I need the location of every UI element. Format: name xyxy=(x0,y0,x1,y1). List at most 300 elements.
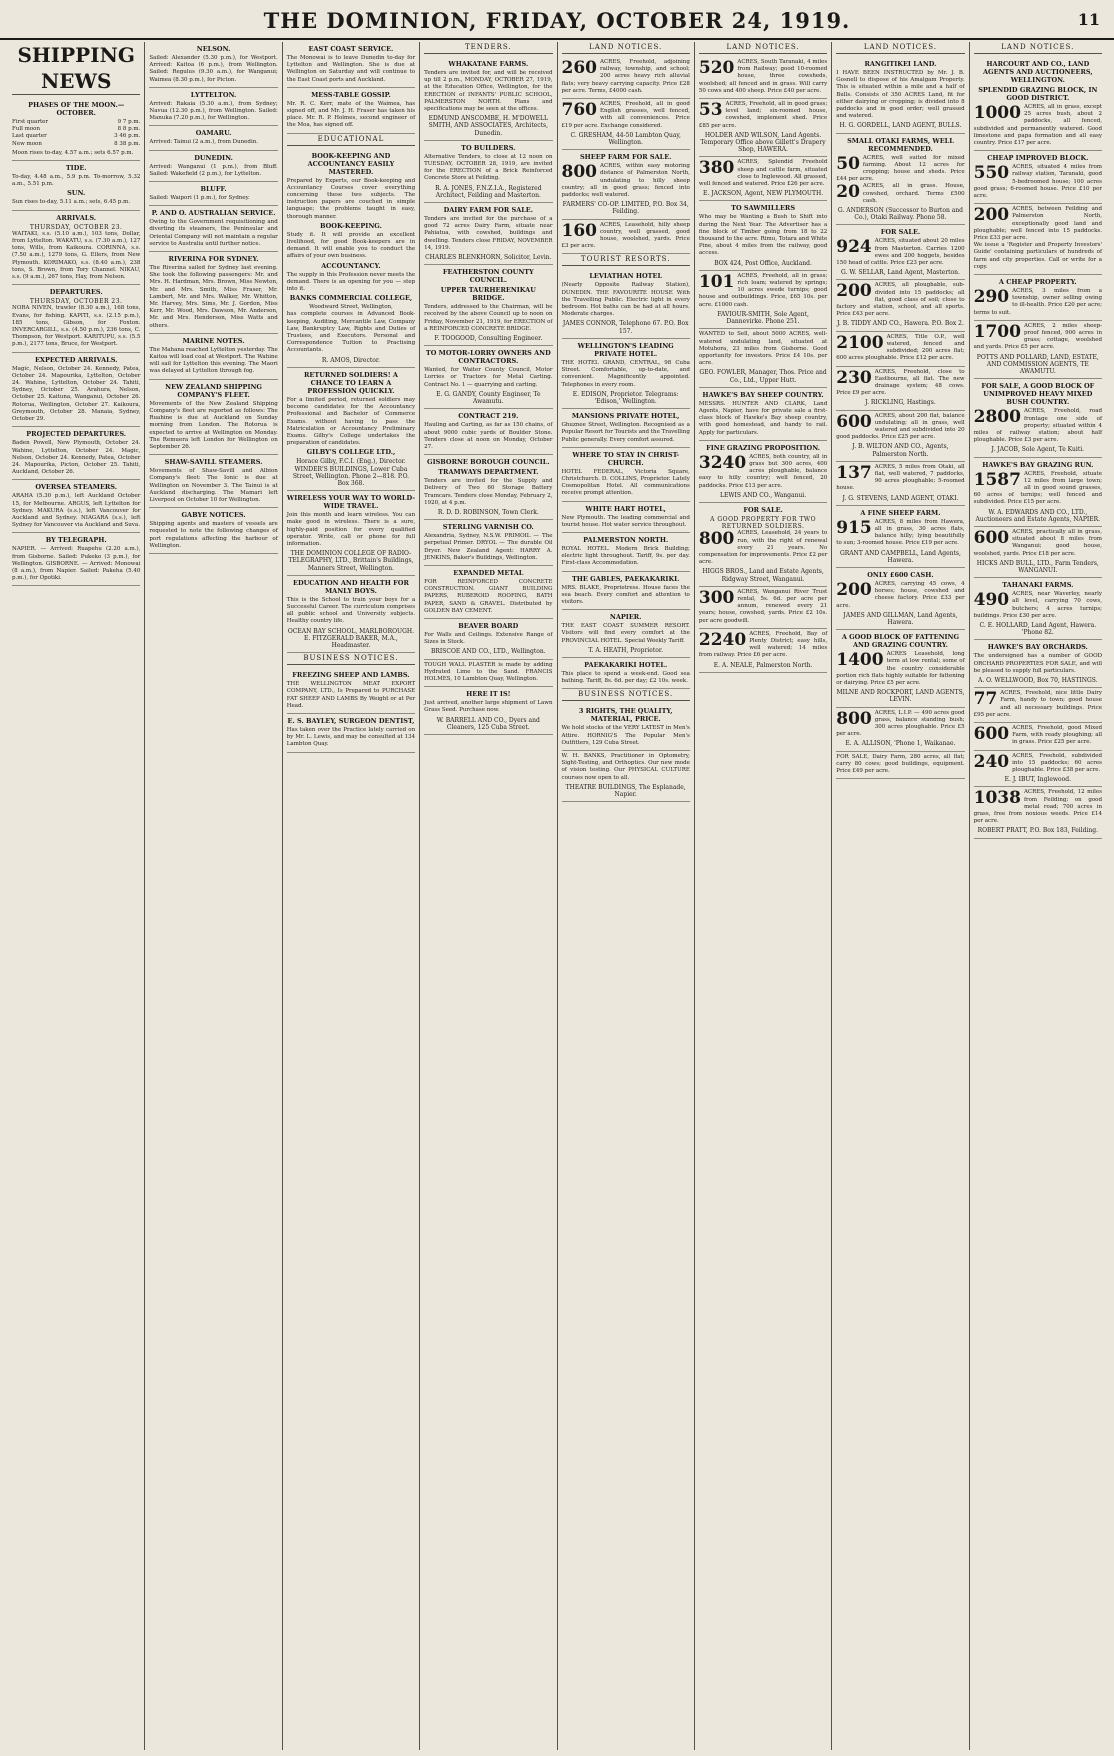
banks-signature: R. AMOS, Director. xyxy=(321,356,380,364)
land-ad xyxy=(836,367,964,411)
land-ad-text: ACRES, Leasehold, hilly sheep country, well grassed, good house, woolshed, yards. Price £3 per acre. xyxy=(561,221,690,250)
returned-title: RETURNED SOLDIERS! A CHANCE TO LEARN A PROFESSION QUICKLY. xyxy=(304,370,398,395)
land-ad-text: ACRES, Freehold, 12 miles from Feilding; on good metal road; 700 acres in grass, free from noxious weeds. Price £14 per acre. xyxy=(973,789,1102,825)
acreage: 1587 xyxy=(973,469,1021,490)
land-notices-heading: LAND NOTICES. xyxy=(699,42,827,54)
builders-title: TO BUILDERS. xyxy=(461,143,516,152)
expected-arrivals xyxy=(12,353,140,428)
whitehart-title: WHITE HART HOTEL, xyxy=(585,504,666,513)
freezing-text: THE WELLINGTON MEAT EXPORT COMPANY, LTD., Is Prepared to PURCHASE FAT SHEEP AND LAMBS By Weight or at Per Head. xyxy=(286,681,416,709)
land-ad xyxy=(974,527,1102,578)
nelson-report xyxy=(149,42,277,88)
land-ad-text: ACRES, Freehold, road frontage one side of property; situated within 4 miles of railway station; about half ploughable. Price £3 per acre. xyxy=(973,408,1102,444)
telegraph-title: BY TELEGRAPH. xyxy=(45,536,107,545)
napier-title: NAPIER. xyxy=(609,613,642,622)
orchards-signature: A. O. WELLWOOD, Box 70, HASTINGS. xyxy=(978,676,1098,684)
metal-text: FOR REINFORCED CONCRETE CONSTRUCTION. GIANT BUILDING PAPERS, RUBEROID ROOFING, BATH PAPER, SAND & GRAVEL. Distributed by GOLDEN BAY CEMENT. xyxy=(424,578,553,614)
whitehart-text: New Plymouth. The leading commercial and tourist house. Hot water service throughout. xyxy=(561,514,690,528)
arrivals-title: ARRIVALS. xyxy=(56,213,97,222)
wireless-text: Join this month and learn wireless. You can make good in wireless. There is a sure, highly-paid position for every qualified operator. Write, call or phone for full information. xyxy=(286,512,416,547)
land-ad-text: ACRES, carrying 45 cows, 4 horses; house, cowshed and cheese factory. Price £33 per acre. xyxy=(836,580,965,609)
rights-text: We hold stocks of the VERY LATEST in Men's Attire. HORNIG'S The Popular Men's Outfitters, 129 Cuba Street. xyxy=(561,725,690,746)
accountancy-title: ACCOUNTANCY. xyxy=(321,261,381,270)
land-ad-text: ACRES, situated 4 miles from railway station, Taranaki, good 5-bedroomed house; 100 acres good grass; 6-roomed house. Price £10 per acre. xyxy=(973,164,1102,200)
acreage: 550 xyxy=(973,163,1010,184)
land-ad-text: ACRES, Freehold, all in grass; rich loam; watered by springs; 10 acres swede turnips; good house and outbuildings. Price, £65 10s. per acre. £1000 cash. xyxy=(698,272,828,308)
land-ad-text: ACRES, Freehold, Bay of Plenty District; easy hills, well watered; 14 miles from railway. Price £6 per acre. xyxy=(698,630,828,659)
marine-text: The Mahana reached Lyttelton yesterday. The Kaitoa will load coal at Westport. The Wahine will sail for Lyttelton this evening. The Maori was delayed at Lyttelton through fog. xyxy=(149,346,278,375)
acreage: 300 xyxy=(698,587,735,608)
fine-signature: LEWIS AND CO., Wanganui. xyxy=(719,491,807,499)
land-ad-text: ACRES, 8 miles from Hawera, all in grass, 30 acres flats, balance hilly; lying beautifully to sun; 3-roomed house. Price £19 per acre. xyxy=(836,518,965,547)
ad11-title: A GOOD BLOCK OF FATTENING AND GRAZING COUNTRY. xyxy=(841,633,960,650)
contract-text: Hauling and Carting, as far as 150 chains, of about 9000 cubic yards of Boulder Stone. Tenders close at noon on Monday, October 27. xyxy=(424,422,553,450)
paekakariki-title: PAEKAKARIKI HOTEL. xyxy=(584,660,668,669)
arrivals-date: THURSDAY, OCTOBER 23. xyxy=(29,223,123,231)
heretis-signature: W. BARRELL AND CO., Dyers and Cleaners, 125 Cuba Street. xyxy=(436,716,540,731)
column-tenders xyxy=(420,42,557,1750)
land-ad-text: ACRES, Freehold, good Mixed Farm, with ready ploughing; all in grass. Price £25 per acre. xyxy=(1012,725,1102,746)
splendid-title: SPLENDID GRAZING BLOCK, IN GOOD DISTRICT. xyxy=(978,86,1098,102)
acreage: 800 xyxy=(698,529,735,550)
land-ad-text: ACRES, Freehold, adjoining railway, township, and school; 200 acres heavy rich alluvial flats; very heavy carrying capacity. Price £28 per acre. Terms, £4000 cash. xyxy=(561,59,690,94)
bridge-signature: F. TOOGOOD, Consulting Engineer. xyxy=(434,335,543,343)
arrivals-text: WAITAKI, s.s. (5.10 a.m.), 103 tons, Dollar, from Lyttelton. WAKATU, s.s. (7.30 a.m.), 127 tons, Wills, from Kaikoura. CORINNA, s.s. (7.50 a.m.), 1279 tons, G. Ellers, from New Plymouth. KORIMAKO, s.s. (8.40 a.m.), 238 tons, S. Brown, from Tory Channel. NIKAU, s.s. (9 a.m.), 267 tons, Hay, from Nelson. xyxy=(12,230,141,281)
otaki2-text: ACRES, all in grass. House, cowshed, orchard. Terms £500 cash. xyxy=(862,183,965,204)
land-ad xyxy=(562,57,690,99)
tide-title: TIDE. xyxy=(65,164,87,173)
bookkeeping-text: Prepared by Experts, our Book-keeping and Accountancy Courses cover everything concerning these two subjects. The instruction papers are couched in simple language; the problems taught in easy, thorough manner. xyxy=(286,177,416,220)
tramways-tender xyxy=(424,455,552,520)
acreage: 260 xyxy=(561,58,597,78)
bridge-text: Tenders, addressed to the Chairman, will be received by the above Council up to noon on Friday, November 21, 1919, for ERECTION of a REINFORCED CONCRETE BRIDGE. xyxy=(424,304,553,332)
by-telegraph xyxy=(12,533,140,586)
land-ad-signature: J. RICKLING, Hastings. xyxy=(865,399,936,407)
messtable-title: MESS-TABLE GOSSIP. xyxy=(311,90,391,99)
moon-row xyxy=(12,141,140,148)
acreage: 200 xyxy=(836,579,872,600)
here-it-is-ad xyxy=(424,687,552,735)
column-land-notices-2 xyxy=(695,42,832,1750)
bookkeeping2-title: BOOK-KEEPING. xyxy=(320,221,382,230)
palmerston-title: PALMERSTON NORTH. xyxy=(583,535,669,544)
beaver-board-ad xyxy=(424,619,552,660)
land-ad-text: ACRES, Wanganui River Trust rental, 5s. 6d. per acre per annum, renewed every 21 years; house, cowshed, yards. Price £2 10s. per acre goodwill. xyxy=(698,588,828,624)
grazing-proposition-ad xyxy=(699,441,827,503)
land-ad-signature: C. E. HOLLARD, Land Agent, Hawera. 'Phone 82. xyxy=(979,621,1097,637)
land-ad-text: ACRES, between Feilding and Palmerston North, exceptionally good land and ploughable; well fenced into 15 paddocks. Price £33 per acre. xyxy=(973,206,1102,242)
freezing-title: FREEZING SHEEP AND LAMBS. xyxy=(292,671,410,680)
otaki-farms-ad xyxy=(836,134,964,226)
orchards-ad xyxy=(974,640,1102,688)
gisborne-title: GISBORNE BOROUGH COUNCIL. xyxy=(427,458,550,467)
land-ad-signature: HOLDER AND WILSON, Land Agents. Temporary Office above Gillett's Drapery Shop, HAWERA. xyxy=(700,131,826,154)
napier-text: THE EAST COAST SUMMER RESORT. Visitors will find every comfort at the PROVINCIAL HOTEL. Special Weekly Tariff. xyxy=(561,623,690,644)
paekakariki-hotel-ad xyxy=(562,658,690,689)
land-notices-heading: LAND NOTICES. xyxy=(974,42,1102,54)
rangitikei-signature: H. G. GORDELL, LAND AGENT, BULLS. xyxy=(839,122,962,130)
projected-text: Baden Powell, New Plymouth, October 24. Wahine, Lyttelton, October 24. Magic, Nelson, October 24. Kennedy, Patea, October 24. Mapourika, Picton, October 25. Tahiti, Auckland, October 26. xyxy=(12,440,141,476)
land-ad-text: ACRES, near Waverley, nearly all level, carrying 70 cows, butchers; 4 acres turnips; buildings. Price £30 per acre. xyxy=(973,591,1102,619)
land-ad-text: ACRES, all ploughable, sub-divided into 15 paddocks; all flat, good class of soil; close to factory and station, school, and all sports. Price £43 per acre. xyxy=(836,282,965,318)
po-text: Owing to the Government requisitioning and diverting its steamers, the Peninsular and Oriental Company will not maintain a regular service to Australia until further notice. xyxy=(149,219,278,247)
cash-ad xyxy=(836,568,964,630)
gabye-text: Shipping agents and masters of vessels are requested to note the following changes of port regulations affecting the harbour of Wellington. xyxy=(149,521,278,549)
bookkeeping-ad xyxy=(287,149,415,368)
rangitikei-title: RANGITIKEI LAND. xyxy=(864,60,937,68)
hotel2-signature: E. EDISON, Proprietor. Telegrams: 'Edison,' Wellington. xyxy=(572,390,679,405)
varnish-text: Alexandria, Sydney, N.S.W. PRIMOIL — The perpetual Primer. DRYOL — The durable Oil Dryer. New Zealand Agent: HARRY A. JENKINS, Baker's Buildings, Wellington. xyxy=(424,533,553,561)
acreage: 200 xyxy=(973,205,1010,226)
land-ad-text: ACRES, Splendid Freehold sheep and cattle farm, situated close to Inglewood. All grassed, well fenced and watered. Price £26 per acre. xyxy=(698,159,828,188)
bookkeeping2-text: Study it. It will provide an excellent livelihood, for good Book-keepers are in demand. It will enable you to conduct the affairs of your own business. xyxy=(286,231,416,260)
fine-title: FINE GRAZING PROPOSITION. xyxy=(706,443,821,452)
moon-note: Moon rises to-day, 4.57 a.m.; sets 6.57 p.m. xyxy=(12,149,134,156)
moon-table xyxy=(12,119,140,148)
hawkes-text: MESSRS. HUNTER AND CLARK, Land Agents, Napier, have for private sale a first-class block of Hawke's Bay sheep country, with good homestead, and handy to rail. Apply for particulars. xyxy=(698,400,828,436)
acreage: 230 xyxy=(836,367,872,388)
tender1-signature: EDMUND ANSCOMBE, H. M'DOWELL SMITH, AND ASSOCIATES, Architects, Dunedin. xyxy=(428,115,549,137)
tahanaki-farms-ad xyxy=(974,578,1102,640)
land-ad-signature: HICKS AND BULL, LTD., Farm Tenders, WANGANUI. xyxy=(976,559,1099,574)
sun-title: SUN. xyxy=(67,189,86,198)
land-ad xyxy=(562,220,690,255)
moon-value: 8 38 p.m. xyxy=(114,140,141,147)
dunedin-title: DUNEDIN. xyxy=(194,153,233,162)
acreage: 2240 xyxy=(698,629,747,650)
moon-row xyxy=(12,126,140,133)
dairy-farm-tender xyxy=(424,203,552,265)
bluff-report xyxy=(149,182,277,206)
theatre-text: W. H. BANKS, Practitioner in Optometry, Sight-Testing, and Orthoptics. Our new mode of vision testing. Our PHYSICAL CULTURE courses now open to all. xyxy=(561,752,690,781)
land-ad-text: ACRES, about 200 flat, balance undulating; all in grass, well watered and subdivided into 20 good paddocks. Price £25 per acre. xyxy=(836,412,965,441)
dairy-text: Tenders are invited for the purchase of a good 72 acres Dairy Farm, situate near Pahiatua, with cowshed, buildings and dwelling. Tenders close FRIDAY, NOVEMBER 14, 1919. xyxy=(424,216,553,251)
theatre-signature: THEATRE BUILDINGS, The Esplanade, Napier. xyxy=(565,783,686,798)
land-ad-text: ACRES, 2 miles sheep-proof fenced, 900 acres in grass; cottage, woolshed and yards. Price £5 per acre. xyxy=(973,322,1102,351)
christchurch-title: WHERE TO STAY IN CHRIST-CHURCH. xyxy=(572,450,680,467)
dairy-title: DAIRY FARM FOR SALE. xyxy=(443,206,534,215)
moon-row xyxy=(12,119,140,126)
land-ad-text: ACRES, Leasehold, 24 years to run, with the right of renewal every 21 years. No compensation for improvements. Price £2 per acre. xyxy=(698,530,828,566)
land-notices-heading: LAND NOTICES. xyxy=(836,42,964,54)
riverina-text: The Riverina sailed for Sydney last evening. She took the following passengers: Mr. and Mrs. H. Hardman, Mrs. Brown, Miss Newton, Mr. and Mrs. Smith, Miss Fraser, Mr. Lambert, Mr. and Mrs. Walker, Mr. Whitton, Mr. Harvey, Mrs. Sims, Mr. J. Gordon, Miss Kerr, Mr. Wood, Mrs. Dawson, Mr. Anderson, Mr. and Mrs. Henderson, Miss Watts and others. xyxy=(149,265,278,329)
rangitikei-text: I HAVE BEEN INSTRUCTED by Mr. J. B. Gosnell to dispose of his Amalgam Property. This is situated within a mile and a half of Bulls. Consists of 350 ACRES Land, fit for either dairying or cropping; is divided into 8 paddocks and in good order; well grassed and watered. xyxy=(836,70,965,120)
wireless-title: WIRELESS YOUR WAY TO WORLD-WIDE TRAVEL. xyxy=(286,494,415,511)
business-notices-heading: BUSINESS NOTICES. xyxy=(287,653,415,665)
sawmill-text: Who may be Wanting a Bush to Shift into during the Next Year. The Advertiser has a fine block of Timber going from 18 to 22 thousand to the acre. Rimu, Totara and White Pine, about 4 miles from the railway, good access. xyxy=(698,214,828,257)
grazing-run-ad xyxy=(974,458,1102,527)
educational-heading: EDUCATIONAL xyxy=(287,134,415,146)
hotel2-text: THE HOTEL GRAND, CENTRAL, 98 Cuba Street. Comfortable, up-to-date, and convenient. Magnificently appointed. Telephones in every room. xyxy=(561,359,690,388)
bridge-tender xyxy=(424,265,552,346)
land-ad-text: ACRES Leasehold, long term at low rental; some of the country considerable portion rich flats highly suitable for fattening or dairying. Price £5 per acre. xyxy=(836,651,965,686)
dentist-ad xyxy=(287,714,415,753)
lyttelton-text: Arrived: Rakaia (5.30 a.m.), from Sydney; Navua (12.30 p.m.), from Wellington. Sailed: Manuka (7.20 p.m.), for Wellington. xyxy=(149,100,278,122)
cash-title: ONLY £600 CASH. xyxy=(867,570,934,579)
land-ad-signature: JAMES AND GILLMAN, Land Agents, Hawera. xyxy=(843,611,958,626)
land-ad xyxy=(699,57,827,99)
land-ad-signature: GEO. FOWLER, Manager, Thos. Price and Co., Ltd., Upper Hutt. xyxy=(699,369,827,384)
tahanaki-title: TAHANAKI FARMS. xyxy=(1002,581,1074,590)
land-ad-text: ACRES, all in grass, except 25 acres bush, about 2 paddocks, all fenced, subdivided and permanently watered. Good limestone and papa formation and all easy country. Price £17 per acre. xyxy=(973,104,1102,147)
land-notices-heading: LAND NOTICES. xyxy=(562,42,690,54)
shipping-news-heading: SHIPPING NEWS xyxy=(12,42,140,95)
land-ad xyxy=(836,752,964,780)
mansions-name: MANSIONS PRIVATE HOTEL, xyxy=(571,412,680,421)
motor-text: Wanted, for Waiter County Council, Motor Lorries or Tractors for Metal Carting. Contract No. 1 — quarrying and carting. xyxy=(424,367,553,388)
moon-value: 8 8 p.m. xyxy=(117,126,141,133)
cheap-title: CHEAP IMPROVED BLOCK. xyxy=(987,154,1089,163)
land-ad-signature: J. G. STEVENS, LAND AGENT, OTAKI. xyxy=(842,494,959,502)
eastcoast-text: The Monowai is to leave Dunedin to-day for Lyttelton and Wellington. She is due at Wellington on Saturday and will continue to the East Coast ports and Auckland. xyxy=(286,55,416,83)
paekakariki-text: This place to spend a week-end. Good sea bathing. Tariff, 8s. 6d. per day; £2 10s. week. xyxy=(561,670,690,685)
dentist-title: E. S. BAYLEY, SURGEON DENTIST, xyxy=(287,716,415,725)
acreage: 490 xyxy=(973,590,1010,611)
departures xyxy=(12,285,140,352)
page-title: THE DOMINION, FRIDAY, OCTOBER 24, 1919. xyxy=(263,8,851,33)
royal-hotel-ad xyxy=(562,533,690,572)
land-ad xyxy=(699,329,827,387)
heretis-text: Just arrived, another large shipment of Lawn Grass Seed. Purchase now. xyxy=(424,700,553,714)
tide-text: To-day, 4.48 a.m., 5.9 p.m. To-morrow, 5.32 a.m., 5.51 p.m. xyxy=(12,174,141,188)
returned-soldiers-ad xyxy=(287,368,415,491)
wireless-signature: THE DOMINION COLLEGE OF RADIO-TELEGRAPHY, LTD., Brittain's Buildings, Manners Street, Wellington. xyxy=(288,550,414,572)
marine-title: MARINE NOTES. xyxy=(182,336,245,345)
projected-departures xyxy=(12,427,140,480)
motor-lorry-tender xyxy=(424,346,552,409)
telegraph-text: NAPIER. — Arrived: Ruapehu (2.20 a.m.), from Gisborne. Sailed: Pukeko (3 p.m.), for Wellington. GISBORNE. — Arrived: Monowai (8 a.m.), from Napier. Sailed: Pakeha (5.40 p.m.), for Opotiki. xyxy=(12,546,141,582)
land-ad-signature: W. A. EDWARDS AND CO., LTD., Auctioneers and Estate Agents, NAPIER. xyxy=(975,508,1101,523)
harcourt-title: HARCOURT AND CO., LAND AGENTS AND AUCTIONEERS, WELLINGTON. xyxy=(983,60,1093,84)
sheep-farm-ad xyxy=(562,150,690,219)
land-ad-text: ACRES, practically all in grass, situated about 8 miles from Wanganui; good house, woolshed, yards. Price £18 per acre. xyxy=(973,528,1102,557)
land-ad xyxy=(699,99,827,157)
land-ad-signature: FAVIOUR-SMITH, Sole Agent, Dannevirke. Phone 251. xyxy=(717,310,809,326)
acreage: 600 xyxy=(973,724,1010,744)
sheep-signature: FARMERS' CO-OP. LIMITED, P.O. Box 34, Feilding. xyxy=(562,201,689,216)
motor-signature: E. G. GANDY, County Engineer, Te Awamutu. xyxy=(436,390,541,406)
land-ad-signature: J. B. WILTON AND CO., Agents, Palmerston North. xyxy=(852,443,949,458)
shawsavill-title: SHAW-SAVILL STEAMERS. xyxy=(164,458,263,467)
returned-soldiers-property-ad xyxy=(699,503,827,587)
moon-label: New moon xyxy=(12,140,42,147)
health-school-ad xyxy=(287,576,415,653)
land-ad-signature: E. A. NEALE, Palmerston North. xyxy=(713,661,813,669)
featherston-title: FEATHERSTON COUNTY COUNCIL. xyxy=(442,268,534,285)
land-ad xyxy=(974,751,1102,788)
orchards-text: The undersigned has a number of GOOD ORCHARD PROPERTIES FOR SALE, and will be pleased to supply full particulars. xyxy=(973,653,1102,674)
column-shipping-news xyxy=(8,42,145,1750)
acreage: 380 xyxy=(698,158,735,179)
land-ad-text: ACRES, South Taranaki, 4 miles from Railway; good 10-roomed house, three cowsheds, woolshed; all fenced and in grass. Will carry 50 cows and 400 sheep. Price £40 per acre. xyxy=(698,59,828,94)
nzshipping-title: NEW ZEALAND SHIPPING COMPANY'S FLEET. xyxy=(165,382,262,399)
oamaru-text: Arrived: Tainui (2 a.m.), from Dunedin. xyxy=(149,139,259,146)
fine-text: ACRES, both country, all in grass but 300 acres, 400 acres ploughable, balance easy to hilly country; well fenced, 20 paddocks. Price £13 per acre. xyxy=(698,453,828,489)
acreage: 600 xyxy=(836,411,872,432)
bluff-title: BLUFF. xyxy=(200,185,227,194)
acreage: 800 xyxy=(836,708,872,729)
dairy-signature: CHARLES BLENKHORN, Solicitor, Levin. xyxy=(425,254,552,262)
mansions-text: Ghuznee Street, Wellington. Recognised as a Popular Resort for Tourists and the Travelling Public generally. Every comfort assured. xyxy=(561,422,690,443)
land-ad xyxy=(699,271,827,329)
acreage: 1000 xyxy=(973,103,1021,123)
napier-hotel-ad xyxy=(562,610,690,658)
tramways-text: Tenders are invited for the Supply and Delivery of Two 60 Storage Battery Tramcars. Tenders close Monday, February 2, 1920, at 4 p.m. xyxy=(424,478,553,506)
oversea-text: ARAHA (5.30 p.m.), left Auckland October 15, for Melbourne. ARGUS, left Lyttelton for Sydney. MAKURA (s.s.), left Vancouver for Auckland and Sydney. NIAGARA (s.s.), left Sydney for Vancouver via Auckland and Suva. xyxy=(12,493,141,529)
moon-phases xyxy=(12,98,140,161)
grand-hotel-ad xyxy=(562,339,690,409)
departures-date: THURSDAY, OCTOBER 23. xyxy=(29,298,123,306)
banks-title: BANKS COMMERCIAL COLLEGE, xyxy=(289,294,413,303)
hawkes-bay-sheep-ad xyxy=(699,388,827,441)
acreage: 160 xyxy=(561,220,597,241)
acreage: 101 xyxy=(698,271,735,292)
beaver-title: BEAVER BOARD xyxy=(458,621,519,630)
gables-text: MRS. BLAKE, Proprietress. House faces the sea beach. Every comfort and attention to visitors. xyxy=(561,584,690,605)
otaki1-text: ACRES, well suited for mixed farming. About 12 acres for cropping; house and sheds. Price £44 per acre. xyxy=(836,154,965,183)
acreage: 137 xyxy=(836,462,872,483)
land-ad xyxy=(836,462,964,506)
land-ad-text: FOR SALE, Dairy Farm, 280 acres, all flat; carry 80 cows; good buildings, equipment. Price £49 per acre. xyxy=(836,753,965,775)
sheepfine-title: A FINE SHEEP FARM. xyxy=(860,508,941,517)
cheap2-title: A CHEAP PROPERTY. xyxy=(998,278,1077,287)
varnish-ad xyxy=(424,520,552,566)
departures-title: DEPARTURES. xyxy=(49,288,103,297)
tenders-heading: TENDERS. xyxy=(424,42,552,54)
tramways-title: TRAMWAYS DEPARTMENT. xyxy=(438,468,539,477)
heretis-title: HERE IT IS! xyxy=(466,690,511,699)
dunedin-text: Arrived: Wanganui (1 p.m.), from Bluff. Sailed: Wakefield (2 p.m.), for Lyttelton. xyxy=(149,163,278,177)
nelson-title: NELSON. xyxy=(196,45,231,53)
mansions-hotel-ad xyxy=(562,409,690,448)
land-ad xyxy=(699,157,827,201)
moon-value: 3 46 p.m. xyxy=(114,133,141,140)
business-notices-heading: BUSINESS NOTICES. xyxy=(562,689,690,701)
gabye-title: GABYE NOTICES. xyxy=(181,511,246,520)
grazing-block-ad xyxy=(836,630,964,707)
land-ad xyxy=(836,708,964,752)
acreage: 1400 xyxy=(836,650,884,671)
motor-title: TO MOTOR-LORRY OWNERS AND CONTRACTORS. xyxy=(425,349,551,366)
acreage: 915 xyxy=(836,517,872,538)
hotel1-name: LEVIATHAN HOTEL xyxy=(589,272,663,281)
wall-plaster-ad xyxy=(424,660,552,688)
marine-notes xyxy=(149,334,277,380)
christchurch-text: HOTEL FEDERAL, Victoria Square, Christchurch. D. COLLINS, Proprietor. Lately Cosmopolitan Hotel. All communications receive prompt attention. xyxy=(561,468,690,497)
acreage: 520 xyxy=(698,58,735,78)
land-ad xyxy=(836,332,964,367)
otaki-signature: G. ANDERSON (Successor to Burton and Co.), Otaki Railway. Phone 58. xyxy=(837,207,964,222)
land-ad xyxy=(836,411,964,462)
land-ad-signature: E. J. IBUT, Inglewood. xyxy=(1004,776,1071,784)
nelson-text: Sailed: Alexander (5.30 p.m.), for Westport. Arrived: Kaitoa (6 p.m.), from Wellington. Sailed: Regulus (9.30 a.m.), for Wanganui; Waimea (8.30 p.m.), for Picton. xyxy=(149,55,278,83)
land-ad-signature: GRANT AND CAMPBELL, Land Agents, Hawera. xyxy=(839,549,961,564)
beaver-signature: BRISCOE AND CO., LTD., Wellington. xyxy=(430,648,546,656)
acreage: 290 xyxy=(973,287,1010,308)
land-ad xyxy=(974,688,1102,723)
beaver-text: For Walls and Ceilings. Extensive Range of Sizes in Stock. xyxy=(424,631,553,646)
masthead xyxy=(0,0,1114,40)
optometry-ad xyxy=(562,751,690,802)
bridge-title: UPPER TAURHERENIKAU BRIDGE. xyxy=(440,286,536,303)
health-signature: OCEAN BAY SCHOOL, MARLBOROUGH. E. FITZGERALD BAKER, M.A., Headmaster. xyxy=(287,627,415,649)
column-shipping-continued xyxy=(145,42,282,1750)
sawmillers-ad xyxy=(699,201,827,270)
messtable-text: Mr. R. C. Kerr, mate of the Waimea, has signed off, and Mr. J. H. Fraser has taken his place. Mr. R. P. Holmes, second engineer of the Moa, has signed off. xyxy=(286,100,416,129)
forsale-title: FOR SALE. xyxy=(743,505,783,514)
dunedin-report xyxy=(149,151,277,182)
oamaru-report xyxy=(149,126,277,150)
land-ad-text: ACRES, Freehold, subdivided into 15 paddocks; 60 acres ploughable. Price £38 per acre. xyxy=(1012,752,1102,774)
bush-country-ad xyxy=(974,379,1102,457)
rangitikei-ad xyxy=(836,57,964,134)
gilby-signature: Horace Gilby, F.C.I. (Eng.), Director. WINDER'S BUILDINGS, Lower Cuba Street, Wellington. Phone 2—818. P.O. Box 368. xyxy=(292,458,410,487)
gilby-title: GILBY'S COLLEGE LTD., xyxy=(306,448,396,457)
hotel1-text: (Nearly Opposite Railway Station), DUNEDIN. THE FAVOURITE HOUSE With the Travelling Public. Electric light in every bedroom. Hot baths can be had at all hours. Moderate charges. xyxy=(561,282,690,318)
land-ad xyxy=(836,280,964,331)
gables-ad xyxy=(562,572,690,611)
acreage: 50 xyxy=(836,153,860,174)
builders-tender xyxy=(424,141,552,203)
orchards-title: HAWKE'S BAY ORCHARDS. xyxy=(987,643,1088,652)
fine-sheep-farm-ad xyxy=(836,506,964,568)
moon-label: Last quarter xyxy=(12,133,47,140)
land-ad-signature: MILNE AND ROCKPORT, LAND AGENTS, LEVIN. xyxy=(836,689,965,704)
varnish-title: STERLING VARNISH CO. xyxy=(442,523,534,532)
forsale-subtitle: A GOOD PROPERTY FOR TWO RETURNED SOLDIERS. xyxy=(710,515,816,531)
column-land-notices-3 xyxy=(832,42,969,1750)
bun-title: HAWKE'S BAY GRAZING RUN. xyxy=(982,460,1094,469)
hotel1-signature: JAMES CONNOR, Telephone 67. P.O. Box 157. xyxy=(562,320,689,335)
land-ad-signature: C. GRESHAM, 44-50 Lambton Quay, Wellington. xyxy=(570,131,681,147)
oversea-steamers xyxy=(12,480,140,533)
nz-shipping-fleet xyxy=(149,380,277,455)
accountancy-text: The supply in this Profession never meets the demand. There is an opening for you — step into it. xyxy=(286,271,416,293)
infants-school-tender xyxy=(424,57,552,141)
acreage: 240 xyxy=(973,751,1010,772)
hornig-ad xyxy=(562,704,690,751)
land-ad xyxy=(836,225,964,280)
land-ad-signature: E. A. ALLISON, 'Phone 1, Waikanae. xyxy=(845,740,956,748)
wireless-ad xyxy=(287,491,415,576)
arrivals xyxy=(12,211,140,286)
bookkeeping-title: BOOK-KEEPING AND ACCOUNTANCY EASILY MASTERED. xyxy=(307,151,395,176)
land-ad xyxy=(562,99,690,150)
po-title: P. AND O. AUSTRALIAN SERVICE. xyxy=(151,209,276,218)
shaw-savill-steamers xyxy=(149,455,277,508)
moon-label: Full moon xyxy=(12,126,41,133)
leviathan-hotel-ad xyxy=(562,269,690,338)
sun-text: Sun rises to-day, 5.11 a.m.; sets, 6.45 p.m. xyxy=(12,199,131,206)
oamaru-title: OAMARU. xyxy=(195,129,232,138)
po-service xyxy=(149,206,277,252)
acreage: 2100 xyxy=(836,332,884,353)
land-ad-signature: E. JACKSON, Agent, NEW PLYMOUTH. xyxy=(703,190,824,198)
gables-title: THE GABLES, PAEKAKARIKI. xyxy=(571,574,680,583)
moon-value: 9 7 p.m. xyxy=(117,119,141,125)
christchurch-hotel-ad xyxy=(562,448,690,502)
tender1-text: Tenders are invited for, and will be received up till 2 p.m., MONDAY, OCTOBER 27, 1919, at the Education Office, Wellington, for the ERECTION of INFANTS' PUBLIC SCHOOL, PALMERSTON NORTH. Plans and specifications may be seen at the offices. xyxy=(424,70,553,113)
land-ad-text: ACRES, L.I.P. — 490 acres good grass, balance standing bush; 300 acres ploughable. Price £5 per acre. xyxy=(836,709,965,738)
projected-title: PROJECTED DEPARTURES. xyxy=(26,430,127,439)
column-educational xyxy=(283,42,420,1750)
builders-text: Alternative Tenders, to close at 12 noon on TUESDAY, OCTOBER 28, 1919, are invited for the ERECTION of a Brick Reinforced Concrete Store at Feilding. xyxy=(424,153,553,182)
acreage: 1038 xyxy=(973,788,1021,809)
freezing-ad xyxy=(287,668,415,714)
acreage: 924 xyxy=(836,237,872,258)
land-ad-text: ACRES, 5 miles from Otaki, all flat, well watered, 7 paddocks, 90 acres ploughable; 5-roomed house. xyxy=(836,463,965,492)
acreage: 800 xyxy=(561,162,597,183)
